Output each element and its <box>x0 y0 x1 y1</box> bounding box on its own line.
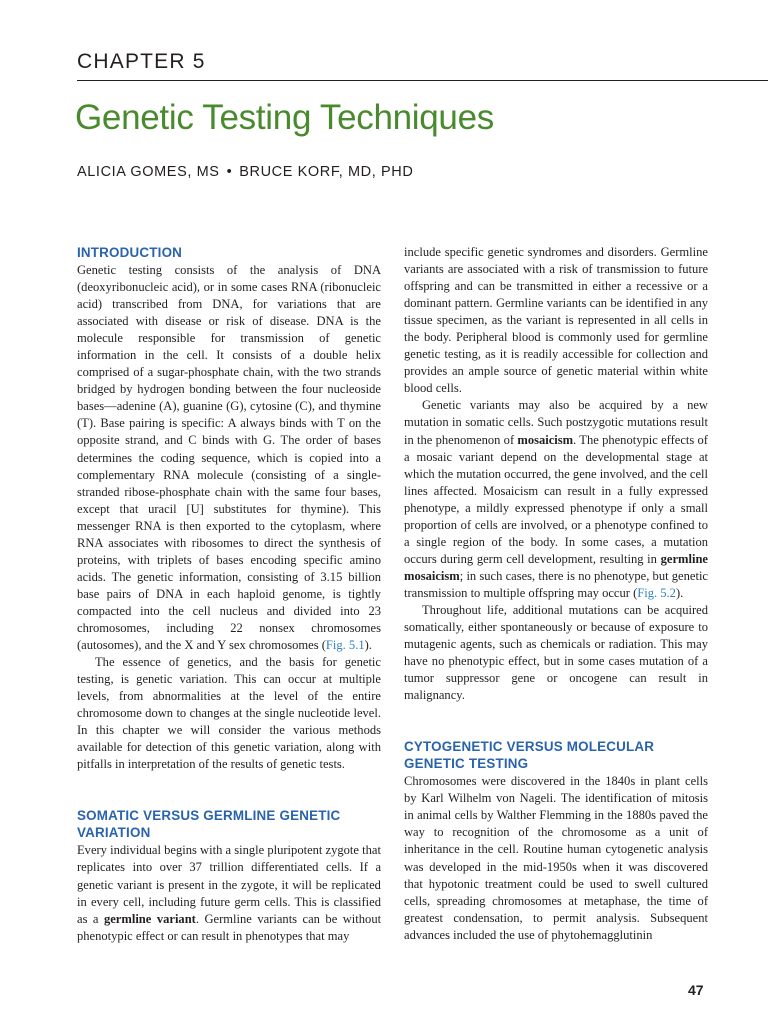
somatic-p1-b: in <box>232 928 243 943</box>
somatic-p1-a: present <box>168 877 205 892</box>
section-heading-cytogenetic-molecular: CYTOGENETIC VERSUS MOLECULAR GENETIC TESTING <box>404 739 655 772</box>
somatic-p1-b: without <box>342 911 382 926</box>
somatic-p1-b: can <box>180 928 199 943</box>
somatic-p1-a: replicated <box>331 877 381 892</box>
somatic-p1-b: provides <box>404 364 448 379</box>
cyto-paragraph-1: Chromosomes were discovered in the 1840s in plant cells by Karl Wilhelm von Nageli. The identification of mitosis in animal cells by Walther Flemming in the 1880s paved the way to recognition of the chromosome as a unit of inheritance in the cell. Routine human cytogenetic analysis was developed in the mid-1950s when it was discovered that hypotonic treatment could be used to swell cultured cells, spreading chromosomes at metaphase, the time of greatest condensation, to permit analysis. Subsequent advances included the use of phytohemagglutinin <box>404 774 708 942</box>
author-separator: • <box>226 164 233 180</box>
intro-p1-end: ). <box>364 638 372 653</box>
somatic-p1-a: zygote, <box>241 877 278 892</box>
term-germline-mosaicism: germline mosaicism <box>404 551 708 583</box>
somatic-p1-b: variant <box>526 313 561 328</box>
somatic-p1-b: in <box>577 279 588 294</box>
somatic-p1-b: genetic <box>487 245 524 259</box>
somatic-p1-a: This <box>294 894 317 909</box>
somatic-p1-b: source <box>503 364 537 379</box>
term-mosaicism: mosaicism <box>517 432 574 447</box>
somatic-paragraph-2 <box>404 397 708 602</box>
somatic-p1-a: begins <box>164 843 197 858</box>
somatic-p1-b: and <box>585 245 604 259</box>
somatic-p1-a: genetic <box>77 877 114 892</box>
chapter-title: Genetic Testing Techniques <box>75 98 494 137</box>
somatic-p2-a: Genetic variants may also be acquired by a new mutation in somatic cells. Such postzygotic mutations result in the phenomenon of <box>404 398 708 447</box>
somatic-p1-a: in <box>77 894 87 909</box>
somatic-p1-b: either <box>592 279 622 294</box>
somatic-p1-b: as <box>491 313 503 328</box>
somatic-p1-b: effect <box>135 928 165 943</box>
somatic-p1-b: to <box>664 262 674 277</box>
somatic-p1-b: a <box>702 279 708 294</box>
somatic-p1-a: a <box>225 843 232 858</box>
somatic-p1-b: recessive <box>636 279 683 294</box>
somatic-p1-b: readily <box>523 347 559 362</box>
somatic-p1-b: associated <box>467 262 519 277</box>
somatic-p1-b: can <box>589 296 608 311</box>
figure-link-5-2[interactable]: Fig. 5.2 <box>637 585 676 600</box>
somatic-p1-b: . <box>195 911 200 926</box>
somatic-p1-a: as <box>77 911 88 926</box>
somatic-p1-a <box>244 860 252 874</box>
somatic-p1-b: is <box>510 347 520 362</box>
somatic-p1-b: testing, <box>444 347 481 362</box>
somatic-p1-b: accessible <box>562 347 614 362</box>
somatic-p1-a: zygote <box>325 843 359 858</box>
somatic-p1-a: pluripotent <box>267 843 323 858</box>
figure-link-5-1[interactable]: Fig. 5.1 <box>325 638 365 653</box>
somatic-p1-b: represented <box>577 313 636 328</box>
somatic-p1-b: variants <box>404 262 444 277</box>
somatic-p2-end: ). <box>675 585 684 600</box>
somatic-p1-b: genetic <box>556 364 593 379</box>
somatic-p1-b: within <box>643 364 676 379</box>
somatic-p1-b: and <box>454 279 473 294</box>
chapter-rule <box>77 80 768 81</box>
somatic-p1-b: and <box>689 347 708 362</box>
somatic-p1-a <box>125 860 133 874</box>
somatic-p1-a: germ <box>234 894 261 909</box>
section-heading-somatic-germline: SOMATIC VERSUS GERMLINE GENETIC VARIATION <box>77 808 341 841</box>
somatic-p1-a: that <box>362 843 381 858</box>
somatic-p1-a: Every <box>77 843 107 858</box>
somatic-p1-b: blood <box>512 330 541 345</box>
somatic-p1-b: include <box>404 245 441 259</box>
somatic-paragraph-3: Throughout life, additional mutations can be acquired somatically, either spontaneously or because of exposure to mutagenic agents, such as chemicals or radiation. This may have no phenotypic effect, but in some cases mutation of a tumor suppressor gene or oncogene can result in malignancy. <box>404 602 708 703</box>
somatic-paragraph-1 <box>404 244 708 397</box>
left-column <box>77 244 381 945</box>
author-2: BRUCE KORF, MD, PHD <box>239 164 414 180</box>
somatic-p1-b: may <box>327 928 350 943</box>
somatic-p1-a: is <box>155 877 165 892</box>
somatic-p1-b: can <box>477 279 496 294</box>
somatic-p1-b: in <box>640 313 650 328</box>
somatic-p1-b: genetic <box>404 347 441 362</box>
somatic-p1-b: dominant <box>404 296 452 311</box>
somatic-p1-a: a <box>92 911 99 926</box>
somatic-p1-a: 37 <box>189 860 202 875</box>
somatic-p1-b: be <box>325 911 338 926</box>
somatic-p1-a: every <box>90 894 119 909</box>
somatic-p1-b: is <box>565 313 574 328</box>
somatic-p1-b: for <box>617 347 633 362</box>
somatic-p1-b: an <box>451 364 464 379</box>
somatic-p1-a: cells. <box>325 860 353 875</box>
somatic-p1-a: in <box>208 877 218 892</box>
right-column <box>404 244 708 944</box>
intro-paragraph-1 <box>77 262 381 654</box>
somatic-p1-b: with <box>522 262 546 277</box>
somatic-p1-b: Germline <box>204 911 252 926</box>
author-1: ALICIA GOMES, MS <box>77 164 220 180</box>
somatic-p1-b: blood <box>404 381 433 396</box>
term-germline-variant: variant <box>156 911 196 926</box>
somatic-p1-b: it <box>499 347 507 362</box>
somatic-p1-a: individual <box>110 843 161 858</box>
somatic-p1-b: result <box>201 928 230 943</box>
somatic-p1-b: risk <box>559 262 578 277</box>
somatic-p1-b: of <box>541 364 552 379</box>
somatic-p1-b: identified <box>625 296 674 311</box>
somatic-p1-b: transmission <box>596 262 661 277</box>
somatic-p1-b: of <box>582 262 593 277</box>
somatic-p1-b: that <box>305 928 325 943</box>
somatic-p1-a: including <box>148 894 196 909</box>
page-number: 47 <box>688 982 704 998</box>
somatic-p1-b: pattern. <box>454 296 493 311</box>
somatic-p1-a: is <box>321 894 330 909</box>
somatic-p1-b: a <box>625 279 632 294</box>
somatic-p1-a: cells. <box>264 894 291 909</box>
somatic-p1-a: will <box>292 877 312 892</box>
somatic-p1-a: it <box>281 877 289 892</box>
somatic-p1-a: cell, <box>123 894 145 909</box>
somatic-p1-b: Peripheral <box>455 330 508 345</box>
somatic-p1-b: as <box>485 347 496 362</box>
somatic-p1-b: material <box>597 364 639 379</box>
somatic-p1-a: a <box>375 860 382 875</box>
somatic-p1-b: is <box>545 330 554 345</box>
somatic-p1-b: are <box>447 262 464 277</box>
section-heading-introduction: INTRODUCTION <box>77 245 183 260</box>
somatic-p1-b: the <box>404 330 420 345</box>
somatic-p1-b: specific <box>444 245 484 259</box>
somatic-p1-b: in <box>698 313 709 328</box>
somatic-p1-b: white <box>680 364 708 379</box>
somatic-p1-a: classified <box>333 894 382 909</box>
somatic-p1-b: Germline <box>495 296 544 311</box>
somatic-p1-b: offspring <box>404 279 450 294</box>
somatic-p1-b: cells. <box>435 381 462 396</box>
somatic-p1-b: be <box>499 279 512 294</box>
somatic-p1-b: can <box>302 911 320 926</box>
somatic-p1-a: future <box>200 894 231 909</box>
somatic-paragraph-1 <box>77 842 381 944</box>
somatic-p1-b: tissue <box>404 313 433 328</box>
chapter-label: CHAPTER 5 <box>77 50 206 73</box>
term-germline-variant: germline <box>103 911 152 926</box>
somatic-p1-b: phenotypes <box>245 928 303 943</box>
somatic-p1-a: into <box>132 860 153 875</box>
somatic-p1-b: germline <box>663 330 708 345</box>
somatic-p1-b: future <box>678 262 709 277</box>
somatic-p1-b: or <box>687 279 698 294</box>
somatic-p1-a: single <box>234 843 265 858</box>
somatic-p1-a: the <box>221 877 238 892</box>
somatic-p1-b: specimen, <box>436 313 488 328</box>
somatic-p1-a <box>352 860 360 874</box>
somatic-p1-b: in <box>676 296 687 311</box>
somatic-p1-b: cells <box>670 313 694 328</box>
somatic-p1-a: If <box>359 860 368 875</box>
somatic-p1-a: differentiated <box>251 860 319 875</box>
somatic-p1-b: phenotypic <box>77 928 133 943</box>
somatic-p1-b: the <box>506 313 522 328</box>
somatic-p1-b: Germline <box>660 245 708 259</box>
somatic-p1-b: transmitted <box>516 279 573 294</box>
somatic-p1-b: or <box>167 928 178 943</box>
intro-p1-text: Genetic testing consists of the analysis of DNA (deoxyribonucleic acid), or in some cases RNA (ribonucleic acid) transcribed from DNA, for variations that are associated with disease or risk of disease. DNA is the molecule responsible for transmission of genetic information in the cell. It consists of a double helix comprised of a sugar-phosphate chain, with the two strands bridged by hydrogen bonding between the four nucleoside bases—adenine (A), guanine (G), cytosine (C), and thymine (T). Base pairing is specific: A always binds with T on the opposite strand, and C binds with G. The order of bases determines the coding sequence, which is copied into a complementary RNA molecule (consisting of a single-stranded ribose-phosphate chain with the same four bases, except that uracil [U] substitutes for thymine). This messenger RNA is then exported to the cytoplasm, where RNA associates with ribosomes to direct the synthesis of proteins, with triplets of bases encoding specific amino acids. The genetic information, consisting of 3.15 billion base pairs of DNA in each haploid genome, is tightly compacted into the cell nucleus and divided into 23 chromosomes, including 22 nonsex chromosomes (autosomes), and the X and Y sex chromosomes ( <box>77 263 381 653</box>
somatic-p1-a: over <box>159 860 182 875</box>
somatic-p1-b: a <box>549 262 555 277</box>
somatic-p1-b: ample <box>468 364 500 379</box>
somatic-p1-b: syndromes <box>527 245 582 259</box>
somatic-p1-b: collection <box>636 347 686 362</box>
somatic-p1-a: trillion <box>209 860 244 875</box>
somatic-p1-b: for <box>644 330 659 345</box>
somatic-p1-b: be <box>610 296 623 311</box>
somatic-p1-a <box>152 860 160 874</box>
author-line <box>77 164 413 180</box>
somatic-p1-b: all <box>654 313 667 328</box>
somatic-p1-a: variant <box>117 877 152 892</box>
somatic-p2-b: . The phenotypic effects of a mosaic variant depend on the developmental stage at which the mutation occurred, the gene involved, and the cell lines affected. Mosaicism can result in a fully expressed phenotype, a mildly expressed phenotype if only a small proportion of cells are involved, or a phenotype confined to a single region of the body. In some cases, a mutation occurs during germ cell development, resulting in <box>404 432 708 566</box>
intro-paragraph-2: The essence of genetics, and the basis for genetic testing, is genetic variation. This can occur at multiple levels, from abnormalities at the level of the entire chromosome down to changes at the single nucleotide level. In this chapter we will consider the various methods available for detection of this genetic variation, along with pitfalls in interpretation of the results of genetic tests. <box>77 655 381 772</box>
somatic-p1-a: with <box>200 843 223 858</box>
somatic-p1-b: variants <box>257 911 298 926</box>
somatic-p1-a: be <box>315 877 328 892</box>
somatic-p1-b: any <box>689 296 708 311</box>
somatic-p1-b: used <box>616 330 640 345</box>
somatic-p1-b: disorders. <box>607 245 657 259</box>
somatic-p1-a: replicates <box>77 860 126 875</box>
somatic-p1-b: commonly <box>558 330 612 345</box>
somatic-p1-b: variants <box>546 296 587 311</box>
somatic-p1-a <box>318 860 326 874</box>
somatic-p1-b: body. <box>423 330 452 345</box>
somatic-p2-c: ; in such cases, there is no phenotype, but genetic transmission to multiple offspring may occur ( <box>404 568 708 600</box>
